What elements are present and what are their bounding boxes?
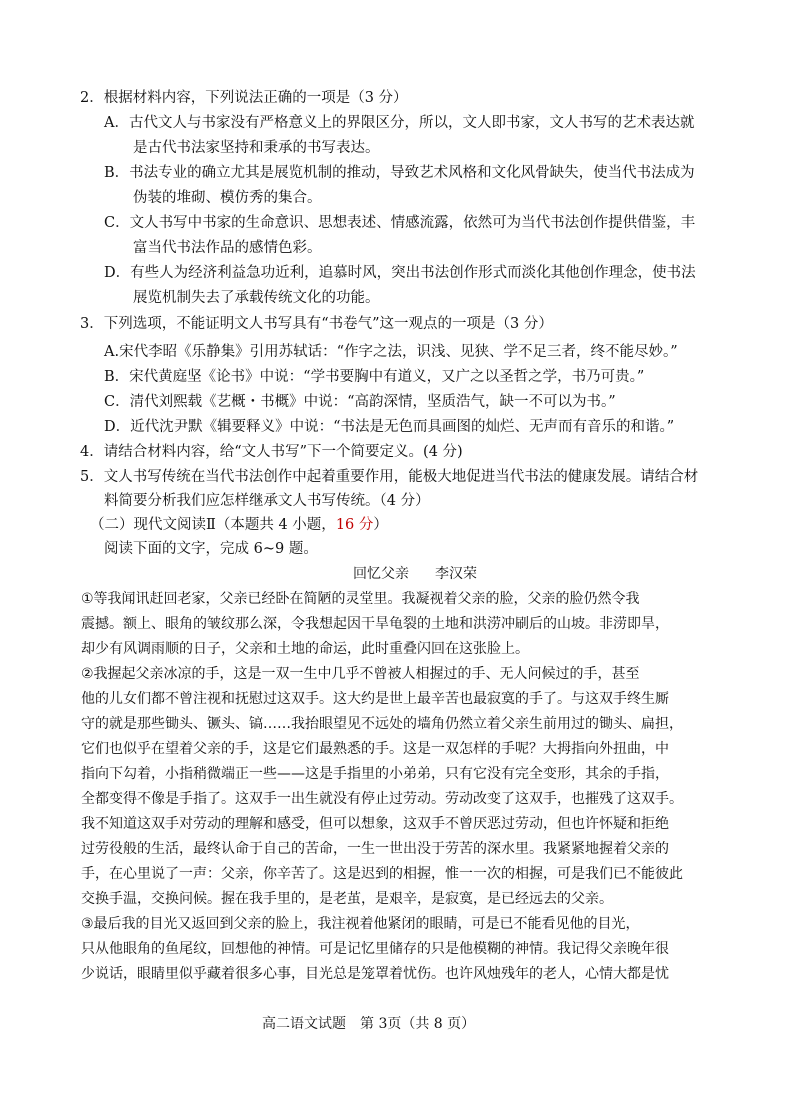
question-2-option-b-cont: 伪装的堆砌、模仿秀的集合。 — [133, 190, 322, 206]
passage-line: 我不知道这双手对劳动的理解和感受，但可以想象，这双手不曾厌恶过劳动，但也许怀疑和拒绝 — [81, 816, 669, 832]
passage-line: 守的就是那些锄头、镢头、镐……我抬眼望见不远处的墙角仍然立着父亲生前用过的锄头、扁担， — [81, 716, 683, 732]
passage-author: 李汉荣 — [435, 566, 477, 582]
passage-title: 回忆父亲 — [353, 566, 409, 582]
question-3-stem: 3．下列选项，不能证明文人书写具有“书卷气”这一观点的一项是（3 分） — [80, 316, 553, 332]
passage-line: 却少有风调雨顺的日子，父亲和土地的命运，此时重叠闪回在这张脸上。 — [81, 641, 529, 657]
question-2-option-d: D．有些人为经济利益急功近利，追慕时风，突出书法创作形式而淡化其他创作理念，使书法 — [104, 265, 696, 281]
section-heading-pre: （二）现代文阅读Ⅱ（本题共 4 小题， — [90, 517, 336, 533]
passage-line: 全都变得不像是手指了。这双手一出生就没有停止过劳动。劳动改变了这双手，也摧残了这双手。 — [81, 791, 683, 807]
passage-line: 过劳役般的生活，最终认命于自己的苦命，一生一世出没于劳苦的深水里。我紧紧地握着父亲的 — [81, 841, 669, 857]
question-2-option-d-cont: 展览机制失去了承载传统文化的功能。 — [133, 290, 380, 306]
question-3-option-d: D．近代沈尹默《辑要释义》中说：“书法是无色而具画图的灿烂、无声而有音乐的和谐。” — [104, 419, 675, 435]
question-3-option-a: A.宋代李昭《乐静集》引用苏轼话：“作字之法，识浅、见狭、学不足三者，终不能尽妙。” — [104, 344, 678, 360]
passage-line: 只从他眼角的鱼尾纹，回想他的神情。可是记忆里储存的只是他模糊的神情。我记得父亲晚年很 — [81, 941, 669, 957]
section-heading-post: ） — [373, 517, 388, 533]
passage-line: 震撼。额上、眼角的皱纹那么深，令我想起因干旱龟裂的土地和洪涝冲刷后的山坡。非涝即旱， — [81, 616, 669, 632]
passage-line: 他的儿女们都不曾注视和抚慰过这双手。这大约是世上最辛苦也最寂寞的手了。与这双手终生厮 — [81, 691, 669, 707]
question-3-option-b: B．宋代黄庭坚《论书》中说：“学书要胸中有道义，又广之以圣哲之学，书乃可贵。” — [104, 369, 645, 385]
passage-line: 它们也似乎在望着父亲的手，这是它们最熟悉的手。这是一双怎样的手呢？大拇指向外扭曲，中 — [81, 741, 669, 757]
question-3-option-c: C．清代刘熙载《艺概・书概》中说：“高韵深情，坚质浩气，缺一不可以为书。” — [104, 394, 616, 410]
section-heading — [90, 515, 388, 535]
question-5-line-2: 料简要分析我们应怎样继承文人书写传统。（4 分） — [104, 493, 430, 509]
question-2-option-c-cont: 富当代书法作品的感情色彩。 — [133, 240, 322, 256]
question-4: 4．请结合材料内容，给“文人书写”下一个简要定义。(4 分) — [80, 444, 463, 460]
passage-line: 指向下勾着，小指稍微端正一些——这是手指里的小弟弟，只有它没有完全变形，其余的手指， — [81, 766, 669, 782]
question-2-option-a-cont: 是古代书法家坚持和秉承的书写表达。 — [133, 140, 380, 156]
passage-line: 交换手温，交换问候。握在我手里的，是老茧，是艰辛，是寂寞，是已经远去的父亲。 — [81, 891, 613, 907]
passage-line: ③最后我的目光又返回到父亲的脸上，我注视着他紧闭的眼睛，可是已不能看见他的目光， — [81, 916, 640, 932]
passage-line: ②我握起父亲冰凉的手，这是一双一生中几乎不曾被人相握过的手、无人问候过的手，甚至 — [81, 666, 640, 682]
passage-line: 少说话，眼睛里似乎藏着很多心事，目光总是笼罩着忧伤。也许风烛残年的老人，心情大都是忧 — [81, 966, 669, 982]
passage-line: 手，在心里说了一声：父亲，你辛苦了。这是迟到的相握，惟一一次的相握，可是我们已不能彼此 — [81, 866, 683, 882]
reading-instruction: 阅读下面的文字，完成 6~9 题。 — [104, 541, 318, 557]
question-2-option-c: C．文人书写中书家的生命意识、思想表述、情感流露，依然可为当代书法创作提供借鉴，丰 — [104, 215, 696, 231]
question-2-stem: 2．根据材料内容，下列说法正确的一项是（3 分） — [80, 90, 408, 106]
question-2-option-b: B．书法专业的确立尤其是展览机制的推动，导致艺术风格和文化风骨缺失，使当代书法成为 — [104, 165, 695, 181]
question-2-option-a: A．古代文人与书家没有严格意义上的界限区分，所以，文人即书家，文人书写的艺术表达就 — [104, 115, 695, 131]
section-score: 16 分 — [335, 517, 374, 533]
passage-line: ①等我闻讯赶回老家，父亲已经卧在简陋的灵堂里。我凝视着父亲的脸，父亲的脸仍然令我 — [81, 591, 640, 607]
question-5-line-1: 5．文人书写传统在当代书法创作中起着重要作用，能极大地促进当代书法的健康发展。请结合材 — [80, 469, 699, 485]
page-footer: 高二语文试题 第 3页（共 8 页） — [262, 1016, 476, 1032]
passage-title-line — [353, 564, 477, 584]
